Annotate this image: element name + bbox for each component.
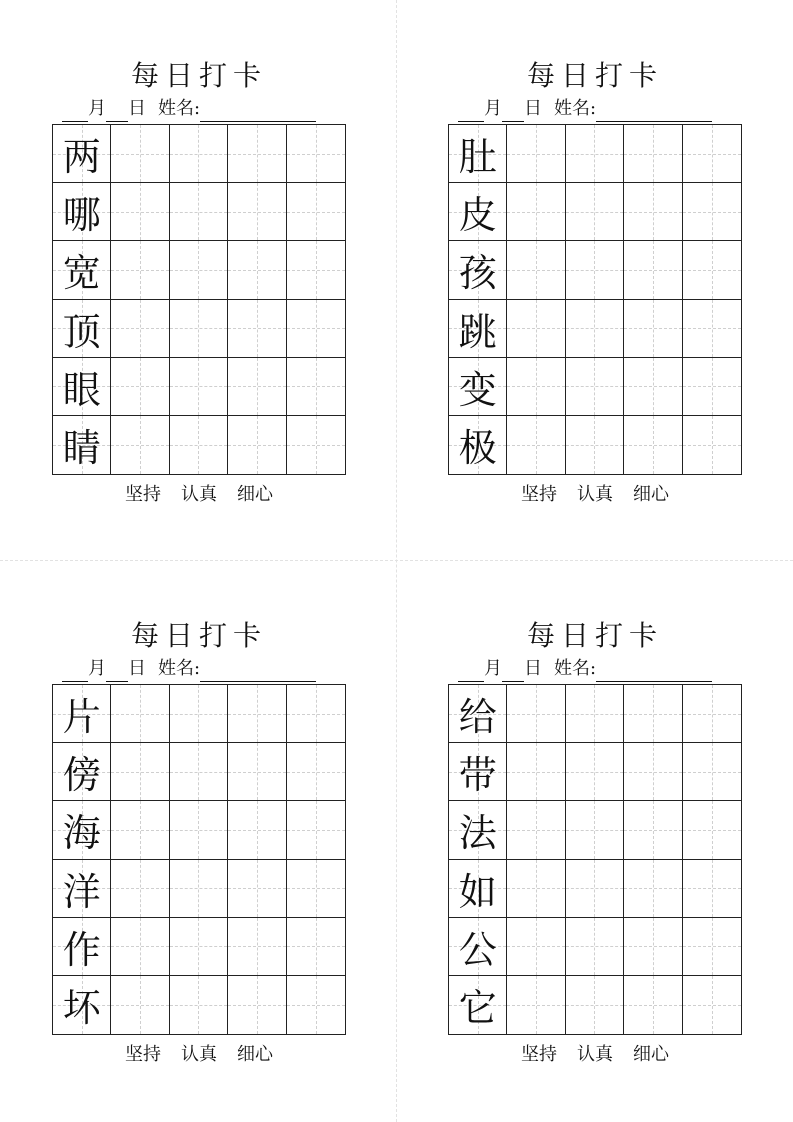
model-character: 它 <box>458 986 497 1031</box>
practice-cell[interactable] <box>507 241 565 299</box>
practice-cell[interactable] <box>566 801 624 859</box>
footer-word: 坚持 <box>521 1044 557 1065</box>
practice-cell[interactable] <box>566 685 624 743</box>
name-label: 姓名: <box>554 98 597 119</box>
date-name-line <box>458 656 742 682</box>
practice-cell[interactable] <box>111 358 169 416</box>
date-name-line <box>458 96 742 122</box>
practice-cell[interactable] <box>507 918 565 976</box>
practice-cell[interactable] <box>624 358 682 416</box>
month-blank[interactable] <box>458 101 484 122</box>
practice-cell[interactable] <box>507 976 565 1034</box>
practice-cell[interactable] <box>111 300 169 358</box>
practice-cell[interactable] <box>287 801 345 859</box>
practice-cell[interactable] <box>111 860 169 918</box>
practice-cell[interactable] <box>228 125 286 183</box>
practice-cell[interactable] <box>228 416 286 474</box>
day-label: 日 <box>524 658 542 679</box>
practice-cell[interactable] <box>111 801 169 859</box>
practice-cell[interactable] <box>111 416 169 474</box>
month-label: 月 <box>88 658 106 679</box>
practice-cell[interactable] <box>624 300 682 358</box>
model-character-cell <box>53 241 111 299</box>
footer-word: 坚持 <box>125 484 161 505</box>
checkin-card-3 <box>52 616 346 1086</box>
practice-cell[interactable] <box>507 743 565 801</box>
practice-cell[interactable] <box>170 685 228 743</box>
model-character: 作 <box>62 927 101 972</box>
practice-cell[interactable] <box>683 241 741 299</box>
practice-cell[interactable] <box>507 416 565 474</box>
practice-cell[interactable] <box>228 241 286 299</box>
card-footer <box>52 482 346 508</box>
model-character-cell <box>449 358 507 416</box>
card-title: 每日打卡 <box>130 59 267 92</box>
practice-cell[interactable] <box>624 416 682 474</box>
practice-cell[interactable] <box>111 976 169 1034</box>
writing-grid <box>52 124 346 475</box>
checkin-card-2 <box>448 56 742 526</box>
model-character: 皮 <box>458 193 497 238</box>
practice-cell[interactable] <box>287 125 345 183</box>
model-character-cell <box>449 416 507 474</box>
card-title: 每日打卡 <box>526 59 663 92</box>
practice-cell[interactable] <box>228 918 286 976</box>
model-character-cell <box>449 241 507 299</box>
practice-cell[interactable] <box>170 183 228 241</box>
model-character-cell <box>53 300 111 358</box>
model-character: 眼 <box>62 367 101 412</box>
date-name-line <box>62 656 346 682</box>
model-character-cell <box>53 743 111 801</box>
model-character: 变 <box>458 367 497 412</box>
practice-cell[interactable] <box>624 743 682 801</box>
model-character-cell <box>53 183 111 241</box>
name-blank[interactable] <box>200 661 316 682</box>
model-character-cell <box>449 860 507 918</box>
month-label: 月 <box>88 98 106 119</box>
model-character-cell <box>449 918 507 976</box>
day-blank[interactable] <box>106 101 128 122</box>
model-character: 如 <box>458 869 497 914</box>
date-name-line <box>62 96 346 122</box>
practice-cell[interactable] <box>624 241 682 299</box>
practice-cell[interactable] <box>683 743 741 801</box>
day-label: 日 <box>524 98 542 119</box>
practice-cell[interactable] <box>170 743 228 801</box>
practice-cell[interactable] <box>566 743 624 801</box>
model-character: 哪 <box>62 193 101 238</box>
model-character-cell <box>449 685 507 743</box>
model-character: 傍 <box>62 753 101 798</box>
practice-cell[interactable] <box>228 358 286 416</box>
practice-cell[interactable] <box>683 300 741 358</box>
practice-cell[interactable] <box>624 918 682 976</box>
practice-cell[interactable] <box>624 685 682 743</box>
month-blank[interactable] <box>458 661 484 682</box>
month-blank[interactable] <box>62 661 88 682</box>
practice-cell[interactable] <box>228 976 286 1034</box>
model-character-cell <box>449 801 507 859</box>
practice-cell[interactable] <box>566 918 624 976</box>
practice-cell[interactable] <box>624 125 682 183</box>
model-character-cell <box>53 860 111 918</box>
model-character: 跳 <box>458 309 497 354</box>
day-blank[interactable] <box>502 661 524 682</box>
practice-cell[interactable] <box>228 743 286 801</box>
model-character: 带 <box>458 753 497 798</box>
practice-cell[interactable] <box>111 183 169 241</box>
writing-grid <box>52 684 346 1035</box>
practice-cell[interactable] <box>683 976 741 1034</box>
day-blank[interactable] <box>106 661 128 682</box>
checkin-card-1 <box>52 56 346 526</box>
practice-cell[interactable] <box>287 860 345 918</box>
practice-cell[interactable] <box>683 416 741 474</box>
practice-cell[interactable] <box>287 300 345 358</box>
model-character: 洋 <box>62 869 101 914</box>
writing-grid <box>448 124 742 475</box>
practice-cell[interactable] <box>683 918 741 976</box>
practice-cell[interactable] <box>287 685 345 743</box>
practice-cell[interactable] <box>111 125 169 183</box>
practice-cell[interactable] <box>287 358 345 416</box>
practice-cell[interactable] <box>683 685 741 743</box>
month-label: 月 <box>484 658 502 679</box>
footer-word: 认真 <box>577 1044 613 1065</box>
practice-cell[interactable] <box>170 976 228 1034</box>
card-title: 每日打卡 <box>526 619 663 652</box>
model-character-cell <box>53 358 111 416</box>
practice-cell[interactable] <box>111 685 169 743</box>
practice-cell[interactable] <box>566 358 624 416</box>
practice-cell[interactable] <box>507 183 565 241</box>
footer-word: 坚持 <box>521 484 557 505</box>
day-blank[interactable] <box>502 101 524 122</box>
footer-word: 认真 <box>181 484 217 505</box>
practice-cell[interactable] <box>507 125 565 183</box>
practice-cell[interactable] <box>507 358 565 416</box>
practice-cell[interactable] <box>170 918 228 976</box>
name-label: 姓名: <box>554 658 597 679</box>
checkin-card-4 <box>448 616 742 1086</box>
model-character-cell <box>449 743 507 801</box>
practice-cell[interactable] <box>287 918 345 976</box>
card-title: 每日打卡 <box>130 619 267 652</box>
practice-cell[interactable] <box>624 183 682 241</box>
footer-word: 细心 <box>237 1044 273 1065</box>
name-blank[interactable] <box>200 101 316 122</box>
horizontal-cut-line <box>0 560 793 561</box>
footer-word: 细心 <box>633 1044 669 1065</box>
month-label: 月 <box>484 98 502 119</box>
practice-cell[interactable] <box>566 300 624 358</box>
practice-cell[interactable] <box>170 358 228 416</box>
practice-cell[interactable] <box>111 743 169 801</box>
practice-cell[interactable] <box>683 125 741 183</box>
practice-cell[interactable] <box>566 125 624 183</box>
model-character-cell <box>449 300 507 358</box>
model-character: 给 <box>458 695 497 740</box>
practice-cell[interactable] <box>228 183 286 241</box>
footer-word: 坚持 <box>125 1044 161 1065</box>
model-character: 公 <box>458 927 497 972</box>
name-blank[interactable] <box>596 101 712 122</box>
practice-cell[interactable] <box>624 860 682 918</box>
practice-cell[interactable] <box>170 241 228 299</box>
practice-cell[interactable] <box>566 183 624 241</box>
practice-cell[interactable] <box>287 416 345 474</box>
model-character-cell <box>53 918 111 976</box>
day-label: 日 <box>128 98 146 119</box>
name-label: 姓名: <box>158 98 201 119</box>
vertical-cut-line <box>396 0 397 1122</box>
model-character-cell <box>53 976 111 1034</box>
practice-cell[interactable] <box>507 801 565 859</box>
model-character: 极 <box>458 426 497 471</box>
practice-cell[interactable] <box>683 801 741 859</box>
footer-word: 认真 <box>577 484 613 505</box>
practice-cell[interactable] <box>683 860 741 918</box>
model-character: 法 <box>458 811 497 856</box>
practice-cell[interactable] <box>170 125 228 183</box>
practice-cell[interactable] <box>624 801 682 859</box>
model-character: 宽 <box>62 251 101 296</box>
model-character: 片 <box>62 695 101 740</box>
model-character: 孩 <box>458 251 497 296</box>
model-character-cell <box>53 125 111 183</box>
model-character: 坏 <box>62 986 101 1031</box>
practice-cell[interactable] <box>111 918 169 976</box>
practice-cell[interactable] <box>228 801 286 859</box>
model-character-cell <box>449 183 507 241</box>
footer-word: 细心 <box>633 484 669 505</box>
practice-cell[interactable] <box>111 241 169 299</box>
practice-cell[interactable] <box>507 685 565 743</box>
model-character: 两 <box>62 135 101 180</box>
practice-cell[interactable] <box>683 183 741 241</box>
practice-cell[interactable] <box>170 860 228 918</box>
practice-cell[interactable] <box>287 183 345 241</box>
practice-cell[interactable] <box>683 358 741 416</box>
practice-cell[interactable] <box>228 685 286 743</box>
practice-cell[interactable] <box>566 416 624 474</box>
model-character-cell <box>53 801 111 859</box>
month-blank[interactable] <box>62 101 88 122</box>
practice-cell[interactable] <box>228 300 286 358</box>
writing-grid <box>448 684 742 1035</box>
practice-cell[interactable] <box>624 976 682 1034</box>
card-footer <box>52 1042 346 1068</box>
model-character-cell <box>53 416 111 474</box>
practice-cell[interactable] <box>566 976 624 1034</box>
model-character-cell <box>53 685 111 743</box>
practice-cell[interactable] <box>170 300 228 358</box>
model-character: 海 <box>62 811 101 856</box>
model-character-cell <box>449 125 507 183</box>
footer-word: 认真 <box>181 1044 217 1065</box>
practice-cell[interactable] <box>170 416 228 474</box>
model-character-cell <box>449 976 507 1034</box>
practice-cell[interactable] <box>170 801 228 859</box>
practice-cell[interactable] <box>287 976 345 1034</box>
model-character: 顶 <box>62 309 101 354</box>
model-character: 肚 <box>458 135 497 180</box>
practice-cell[interactable] <box>287 743 345 801</box>
footer-word: 细心 <box>237 484 273 505</box>
day-label: 日 <box>128 658 146 679</box>
card-footer <box>448 1042 742 1068</box>
practice-cell[interactable] <box>507 860 565 918</box>
model-character: 睛 <box>62 426 101 471</box>
practice-cell[interactable] <box>287 241 345 299</box>
practice-cell[interactable] <box>507 300 565 358</box>
practice-cell[interactable] <box>566 860 624 918</box>
name-blank[interactable] <box>596 661 712 682</box>
practice-cell[interactable] <box>228 860 286 918</box>
practice-cell[interactable] <box>566 241 624 299</box>
name-label: 姓名: <box>158 658 201 679</box>
card-footer <box>448 482 742 508</box>
